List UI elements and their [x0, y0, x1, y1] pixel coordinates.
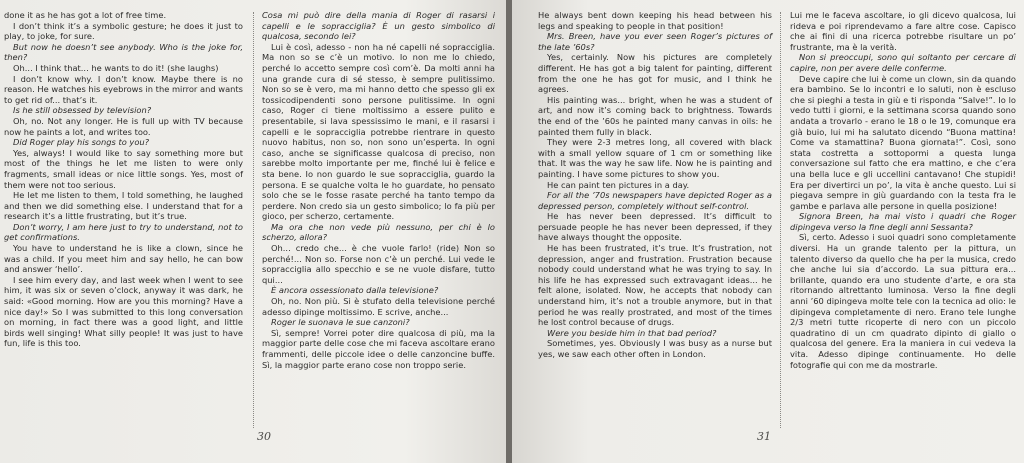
interview-answer: Oh, no. Non più. Si è stufato della televisione perché adesso dipinge moltissimo. E scrive, anche...	[262, 296, 495, 317]
interview-answer: Yes, certainly. Now his pictures are completely different. He has got a big talent for painting, different from the one he has got for music, and I think he agrees.	[538, 52, 772, 95]
italian-column	[790, 10, 1016, 370]
interview-question: Ma ora che non vede più nessuno, per chi è lo scherzo, allora?	[262, 221, 495, 243]
interview-question: Non si preoccupi, sono qui soltanto per cercare di capire, non per avere delle conferme.	[790, 52, 1016, 73]
english-column	[538, 10, 772, 360]
interview-answer: He has never been depressed. It’s difficult to persuade people he has never been depressed, if they have always thought the opposite.	[538, 211, 772, 243]
column-divider	[253, 12, 254, 428]
interview-answer: Lui è così, adesso - non ha né capelli né sopracciglia. Ma non so se c’è un motivo. Io non me lo chiedo, perché lo accetto sempre così com’è. Da molti anni ha una grande cura di sé stesso, è sempre pulitissimo. Non so se è vero, ma mi hanno detto che spesso gli ex tossicodipendenti sono persone pulitissime. In ogni caso, Roger ci tiene moltissimo a essere pulito e presentabile, si lava spessissimo le mani, e il rasarsi i capelli e le sopracciglia potrebbe rientrare in questo nuovo habitus, non so, non sono un’esperta. In ogni caso, anche se significasse qualcosa di preciso, non sarebbe molto importante per me, finché lui è felice e sta bene. Io non guardo le sue sopracciglia, guardo la persona. E se qualche volta le ho guardate, ho pensato solo che se le fosse rasate perché ha tanto tempo da perdere. Non credo sia un gesto simbolico; lo fa più per gioco, per scherzo, certamente.	[262, 41, 495, 222]
interview-answer: Sì, sempre! Vorrei poter dire qualcosa di più, ma la maggior parte delle cose che mi faceva ascoltare erano frammenti, delle piccole idee o delle canzoncine buffe. Sì, la maggior parte erano cose non troppo serie.	[262, 327, 495, 370]
interview-answer: Oh... I think that... he wants to do it! (she laughs)	[13, 62, 219, 73]
interview-answer: I don’t know why. I don’t know. Maybe there is no reason. He watches his eyebrows in the mirror and wants to get rid of... that’s it.	[4, 73, 243, 105]
interview-answer: He can paint ten pictures in a day.	[547, 179, 690, 190]
interview-answer: Yes, always! I would like to say something more but most of the things he let me listen to were only fragments, small ideas or nice little songs. Yes, most of them were not too serious.	[4, 147, 243, 190]
interview-answer: They were 2-3 metres long, all covered with black with a small yellow square of 1 cm or something like that. It was the way he saw life. Now he is painting and painting. I have some pictures to show you.	[538, 137, 772, 179]
page-30	[0, 0, 506, 463]
interview-question: For all the ’70s newspapers have depicted Roger as a depressed person, completely without self-control.	[538, 190, 772, 211]
interview-question: But now he doesn’t see anybody. Who is the joke for, then?	[4, 41, 243, 63]
interview-answer: His painting was... bright, when he was a student of art, and now it’s coming back to brightness. Towards the end of the ’60s he painted many canvas in oils: he painted them fully in black.	[538, 94, 772, 137]
interview-answer: He always bent down keeping his head between his legs and speaking to people in that position!	[538, 10, 772, 31]
interview-answer: I don’t think it’s a symbolic gesture; he does it just to play, to joke, for sure.	[4, 20, 243, 42]
interview-answer: Sì, certo. Adesso i suoi quadri sono completamente diversi. Ha un grande talento per la pittura, un talento diverso da quello che ha per la musica, credo che anche lui sia d’accordo. La sua pittura era... brillante, quando era uno studente d’arte, e ora sta ritornando altrettanto luminosa. Verso la fine degli anni ’60 dipingeva molte tele con la tecnica ad olio: le dipingeva completamente di nero. Erano tele lunghe 2/3 metri tutte ricoperte di nero con un piccolo quadratino di un cm quadrato dipinto di giallo o qualcosa del genere. Era la maniera in cui vedeva la vita. Adesso dipinge continuamente. Ho delle fotografie qui con me da mostrarle.	[790, 232, 1016, 370]
interview-question: Did Roger play his songs to you?	[13, 137, 150, 148]
interview-answer: done it as he has got a lot of free time.	[4, 10, 167, 20]
page-number: 30	[257, 430, 271, 443]
interview-question: Mrs. Breen, have you ever seen Roger’s pictures of the late ’60s?	[538, 31, 772, 52]
interview-answer: Oh... credo che... è che vuole farlo! (ride) Non so perché!... Non so. Forse non c’è un perché. Lui vede le sopracciglia allo specchio e se ne vuole disfare, tutto qui...	[262, 243, 495, 285]
column-divider	[780, 12, 781, 428]
english-column	[4, 10, 243, 349]
interview-question: Signora Breen, ha mai visto i quadri che Roger dipingeva verso la fine degli anni Sessanta?	[790, 211, 1016, 232]
interview-question: È ancora ossessionato dalla televisione?	[271, 285, 439, 296]
interview-answer: Lui me le faceva ascoltare, io gli dicevo qualcosa, lui rideva e poi riprendevamo a fare altre cose. Capisco che ai fini di una ricerca potrebbe risultare un po’ frustrante, ma è la verità.	[790, 10, 1016, 52]
page-number: 31	[757, 430, 771, 443]
interview-answer: He let me listen to them, I told something, he laughed and then we did something else. I understand that for a research it’s a little frustrating, but it’s true.	[4, 190, 243, 222]
interview-answer: Deve capire che lui è come un clown, sin da quando era bambino. Se lo incontri e lo saluti, non è escluso che si pieghi a testa in giù e ti risponda “Salve!”. Io lo vedo tutti i giorni, e la settimana scorsa quando sono andata a trovarlo - erano le 18 o le 19, comunque era già buio, lui mi ha salutato dicendo “Buona mattina! Come va stamattina? Buona giornata!”. Così, sono stata costretta a sottopormi a questa lunga conversazione sul fatto che era mattino, e che c’era una bella luce e gli uccellini cantavano! Che stupidi! Era per divertirci un po’, la vita è anche questo. Lui si piegava sempre in giù guardando con la testa fra le gambe e parlava alle persone in quella posizione!	[790, 73, 1016, 211]
interview-answer: He has been frustrated, it’s true. It’s frustration, not depression, anger and frustration. Frustration because nobody could understand what he was trying to say. In his life he has expressed such extravagant ideas... he felt alone, isolated. Now, he accepts that nobody can understand him, it’s not a trouble anymore, but in that period he was really prostrated, and most of the times he lost control because of drugs.	[538, 243, 772, 328]
interview-question: Don’t worry, I am here just to try to understand, not to get confirmations.	[4, 221, 243, 243]
page-31	[512, 0, 1024, 463]
interview-answer: Oh, no. Not any longer. He is full up with TV because now he paints a lot, and writes too.	[4, 115, 243, 137]
interview-question: Roger le suonava le sue canzoni?	[271, 317, 410, 328]
interview-answer: Sometimes, yes. Obviously I was busy as a nurse but yes, we saw each other often in London.	[538, 338, 772, 359]
interview-question: Is he still obsessed by television?	[13, 105, 152, 116]
interview-question: Were you beside him in that bad period?	[547, 327, 717, 338]
interview-question: Cosa mi può dire della mania di Roger di rasarsi i capelli e le sopracciglia? È un gesto simbolico di qualcosa, secondo lei?	[262, 10, 495, 42]
interview-answer: I see him every day, and last week when I went to see him, it was six or seven o’clock, anyway it was dark, he said: «Good morning. How are you this morning? Have a nice day!» So I was submitted to this long conversation on morning, in fact there was a good light, and little birds well singing! What silly people! It was just to have fun, life is this too.	[4, 274, 243, 349]
italian-column	[262, 10, 495, 370]
interview-answer: You have to understand he is like a clown, since he was a child. If you meet him and say hello, he can bow and answer ‘hello’.	[4, 243, 243, 275]
